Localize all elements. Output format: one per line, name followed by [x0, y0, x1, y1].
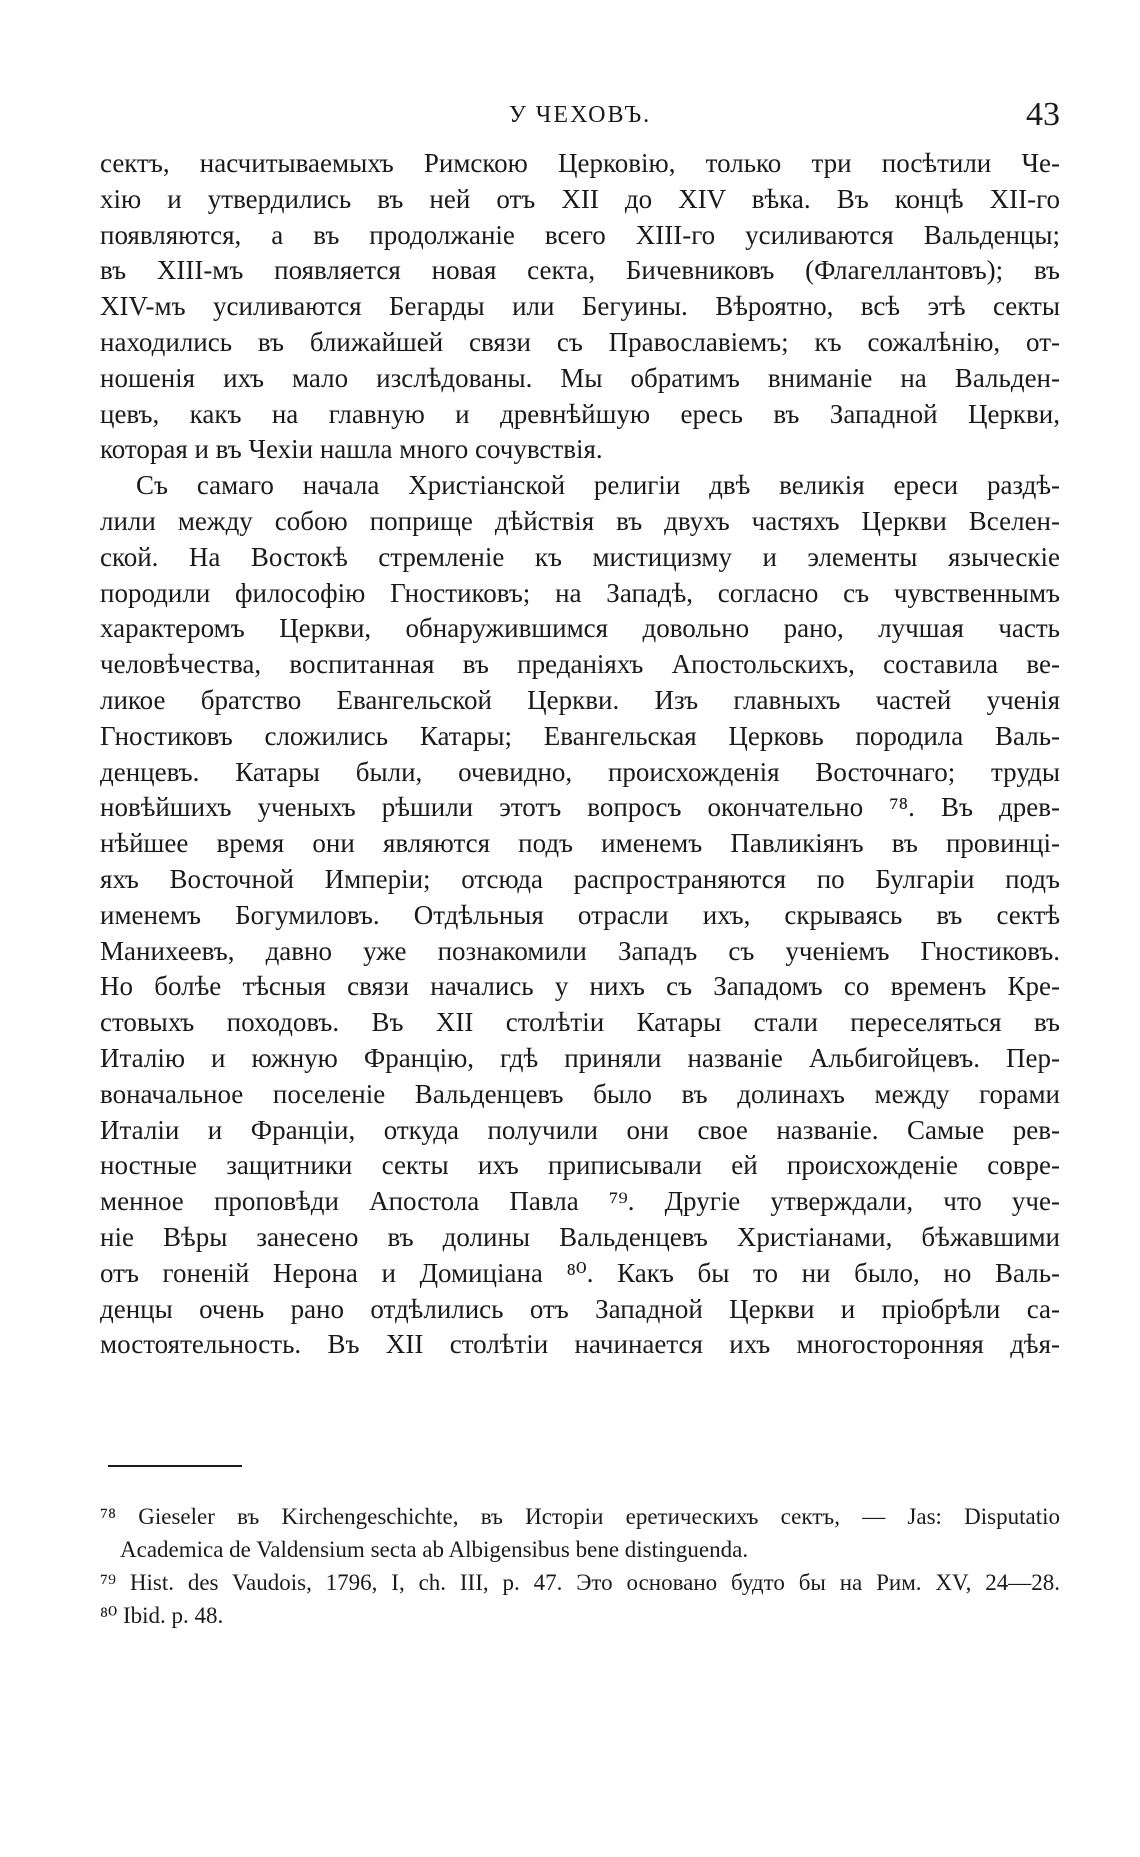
text-line: менное проповѣди Апостола Павла ⁷⁹. Другіе утверждали, что уче- — [100, 1186, 1060, 1217]
text-line: мостоятельность. Въ XII столѣтіи начинается ихъ многосторонняя дѣя- — [100, 1329, 1060, 1360]
text-line: новѣйшихъ ученыхъ рѣшили этотъ вопросъ окончательно ⁷⁸. Въ древ- — [100, 792, 1060, 823]
text-line: сектъ, насчитываемыхъ Римскою Церковію, только три посѣтили Че- — [100, 148, 1060, 178]
text-line: Италіи и Франціи, откуда получили они свое названіе. Самые рев- — [100, 1114, 1060, 1145]
footnote-line: Academica de Valdensium secta ab Albigensibus bene distinguenda. — [120, 1537, 749, 1562]
text-line: ской. На Востокѣ стремленіе къ мистицизму и элементы языческіе — [100, 541, 1060, 572]
footnote-line: ⁷⁹ Hist. des Vaudois, 1796, I, ch. III, p. 47. Это основано будто бы на Рим. XV, 24—28. — [100, 1570, 1060, 1595]
text-line: породили философію Гностиковъ; на Западѣ, согласно съ чувственнымъ — [100, 577, 1060, 608]
text-line: характеромъ Церкви, обнаружившимся довольно рано, лучшая часть — [100, 613, 1060, 644]
text-line: ностные защитники секты ихъ приписывали ей происхожденіе совре- — [100, 1150, 1060, 1181]
text-line: появляются, а въ продолжаніе всего XIII-го усиливаются Вальденцы; — [100, 219, 1060, 250]
footnote-line: ⁸⁰ Ibid. p. 48. — [100, 1603, 224, 1628]
text-line: человѣчества, воспитанная въ преданіяхъ Апостольскихъ, составила ве- — [100, 649, 1060, 680]
text-line: Гностиковъ сложились Катары; Евангельская Церковь породила Валь- — [100, 720, 1060, 751]
text-line: отъ гоненій Нерона и Домиціана ⁸⁰. Какъ бы то ни было, но Валь- — [100, 1257, 1060, 1288]
text-line: ношенія ихъ мало изслѣдованы. Мы обратимъ вниманіе на Вальден- — [100, 362, 1060, 393]
text-line: въ XIII-мъ появляется новая секта, Бичевниковъ (Флагеллантовъ); въ — [100, 255, 1060, 286]
text-line: денцевъ. Катары были, очевидно, происхожденія Восточнаго; труды — [100, 756, 1060, 787]
text-line: ликое братство Евангельской Церкви. Изъ главныхъ частей ученія — [100, 684, 1060, 715]
footnote-line: ⁷⁸ Gieseler въ Kirchengeschichte, въ Исторіи еретическихъ сектъ, — Jas: Disputatio — [100, 1504, 1060, 1529]
text-line: нѣйшее время они являются подъ именемъ Павликіянъ въ провинці- — [100, 828, 1060, 859]
text-line: яхъ Восточной Имперіи; отсюда распространяются по Булгаріи подъ — [100, 863, 1060, 894]
text-line: стовыхъ походовъ. Въ XII столѣтіи Катары стали переселяться въ — [100, 1007, 1060, 1038]
text-line: XIV-мъ усиливаются Бегарды или Бегуины. Вѣроятно, всѣ этѣ секты — [100, 291, 1060, 322]
text-line: денцы очень рано отдѣлились отъ Западной Церкви и пріобрѣли са- — [100, 1293, 1060, 1324]
running-head — [100, 96, 1060, 136]
text-line: находились въ ближайшей связи съ Православіемъ; къ сожалѣнію, от- — [100, 326, 1060, 357]
text-line: Манихеевъ, давно уже познакомили Западъ съ ученіемъ Гностиковъ. — [100, 935, 1060, 966]
footnotes — [100, 1500, 1060, 1632]
text-line: Италію и южную Францію, гдѣ приняли названіе Альбигойцевъ. Пер- — [100, 1042, 1060, 1073]
text-line: ніе Вѣры занесено въ долины Вальденцевъ Христіанами, бѣжавшими — [100, 1221, 1060, 1252]
body-text — [100, 146, 1060, 1363]
text-line: цевъ, какъ на главную и древнѣйшую ересь въ Западной Церкви, — [100, 398, 1060, 429]
text-line: Съ самаго начала Христіанской религіи двѣ великія ереси раздѣ- — [136, 470, 1060, 501]
running-title: У ЧЕХОВЪ. — [508, 102, 652, 128]
text-line: Но болѣе тѣсныя связи начались у нихъ съ Западомъ со временъ Кре- — [100, 971, 1060, 1002]
text-line: лили между собою поприще дѣйствія въ двухъ частяхъ Церкви Вселен- — [100, 505, 1060, 536]
text-line: которая и въ Чехіи нашла много сочувствія. — [100, 434, 603, 465]
text-line: именемъ Богумиловъ. Отдѣльныя отрасли ихъ, скрываясь въ сектѣ — [100, 899, 1060, 930]
text-line: хію и утвердились въ ней отъ XII до XIV вѣка. Въ концѣ XII-го — [100, 183, 1060, 214]
footnote-rule — [108, 1465, 242, 1467]
page-number: 43 — [1026, 96, 1060, 133]
text-line: воначальное поселеніе Вальденцевъ было въ долинахъ между горами — [100, 1078, 1060, 1109]
